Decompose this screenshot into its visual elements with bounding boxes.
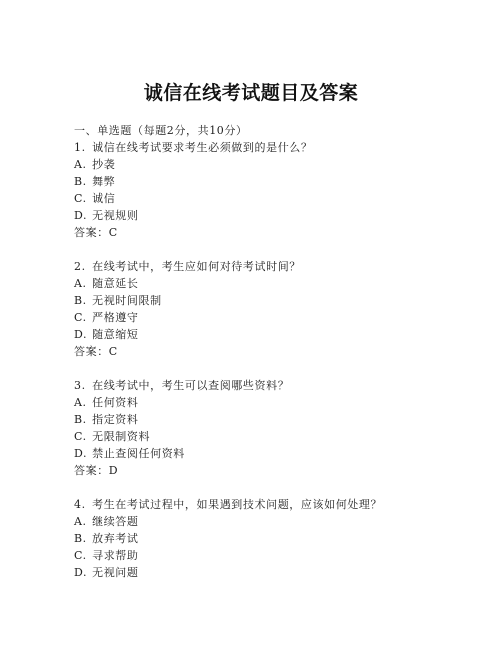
question-1-number: 1.	[74, 141, 86, 154]
option-text: 随意延长	[92, 277, 139, 290]
option-text: 无视问题	[92, 566, 139, 579]
option-text: 无限制资料	[92, 430, 151, 443]
option-key: C.	[74, 549, 87, 562]
question-4-option-a	[74, 513, 474, 530]
option-key: D.	[74, 447, 88, 460]
question-2-answer: 答案：C	[74, 345, 118, 358]
spacer	[74, 241, 474, 258]
question-4-option-d	[74, 564, 474, 581]
option-key: B.	[74, 294, 87, 307]
option-key: D.	[74, 328, 88, 341]
question-3	[74, 377, 474, 479]
question-1-option-d	[74, 207, 474, 224]
question-2-option-b	[74, 292, 474, 309]
option-text: 随意缩短	[92, 328, 139, 341]
question-2-number: 2.	[74, 260, 86, 273]
option-key: A.	[74, 277, 87, 290]
option-text: 抄袭	[92, 158, 116, 171]
question-3-text: 在线考试中，考生可以查阅哪些资料？	[92, 379, 290, 392]
spacer	[74, 479, 474, 496]
document-body	[74, 122, 474, 581]
option-text: 放弃考试	[92, 532, 139, 545]
question-4-number: 4.	[74, 498, 86, 511]
question-4-stem	[74, 496, 474, 513]
question-2-option-a	[74, 275, 474, 292]
question-1-option-c	[74, 190, 474, 207]
option-key: A.	[74, 396, 87, 409]
question-1-answer: 答案：C	[74, 226, 118, 239]
option-key: C.	[74, 311, 87, 324]
question-1-text: 诚信在线考试要求考生必须做到的是什么？	[92, 141, 313, 154]
option-text: 无视规则	[92, 209, 139, 222]
option-text: 指定资料	[92, 413, 139, 426]
question-3-stem	[74, 377, 474, 394]
question-4-option-c	[74, 547, 474, 564]
question-3-option-a	[74, 394, 474, 411]
question-2	[74, 258, 474, 360]
option-key: A.	[74, 515, 87, 528]
option-text: 禁止查阅任何资料	[92, 447, 185, 460]
option-key: D.	[74, 209, 88, 222]
option-key: A.	[74, 158, 87, 171]
option-key: B.	[74, 413, 87, 426]
option-text: 严格遵守	[92, 311, 139, 324]
question-3-option-d	[74, 445, 474, 462]
option-text: 诚信	[92, 192, 116, 205]
question-3-answer: 答案：D	[74, 464, 119, 477]
question-3-option-b	[74, 411, 474, 428]
question-2-option-d	[74, 326, 474, 343]
question-2-stem	[74, 258, 474, 275]
option-key: B.	[74, 532, 87, 545]
question-4-text: 考生在考试过程中，如果遇到技术问题，应该如何处理？	[92, 498, 383, 511]
question-2-text: 在线考试中，考生应如何对待考试时间？	[92, 260, 301, 273]
option-text: 寻求帮助	[92, 549, 139, 562]
option-key: D.	[74, 566, 88, 579]
spacer	[74, 360, 474, 377]
question-1	[74, 139, 474, 241]
option-key: C.	[74, 192, 87, 205]
option-text: 无视时间限制	[92, 294, 162, 307]
question-3-option-c	[74, 428, 474, 445]
question-1-stem	[74, 139, 474, 156]
question-4	[74, 496, 474, 581]
document-title: 诚信在线考试题目及答案	[143, 82, 359, 104]
option-key: B.	[74, 175, 87, 188]
question-1-option-b	[74, 173, 474, 190]
section-heading: 一、单选题（每题2分，共10分）	[74, 124, 248, 137]
question-4-option-b	[74, 530, 474, 547]
option-text: 继续答题	[92, 515, 139, 528]
option-text: 任何资料	[92, 396, 139, 409]
option-key: C.	[74, 430, 87, 443]
question-3-number: 3.	[74, 379, 86, 392]
question-2-option-c	[74, 309, 474, 326]
question-1-option-a	[74, 156, 474, 173]
option-text: 舞弊	[92, 175, 116, 188]
